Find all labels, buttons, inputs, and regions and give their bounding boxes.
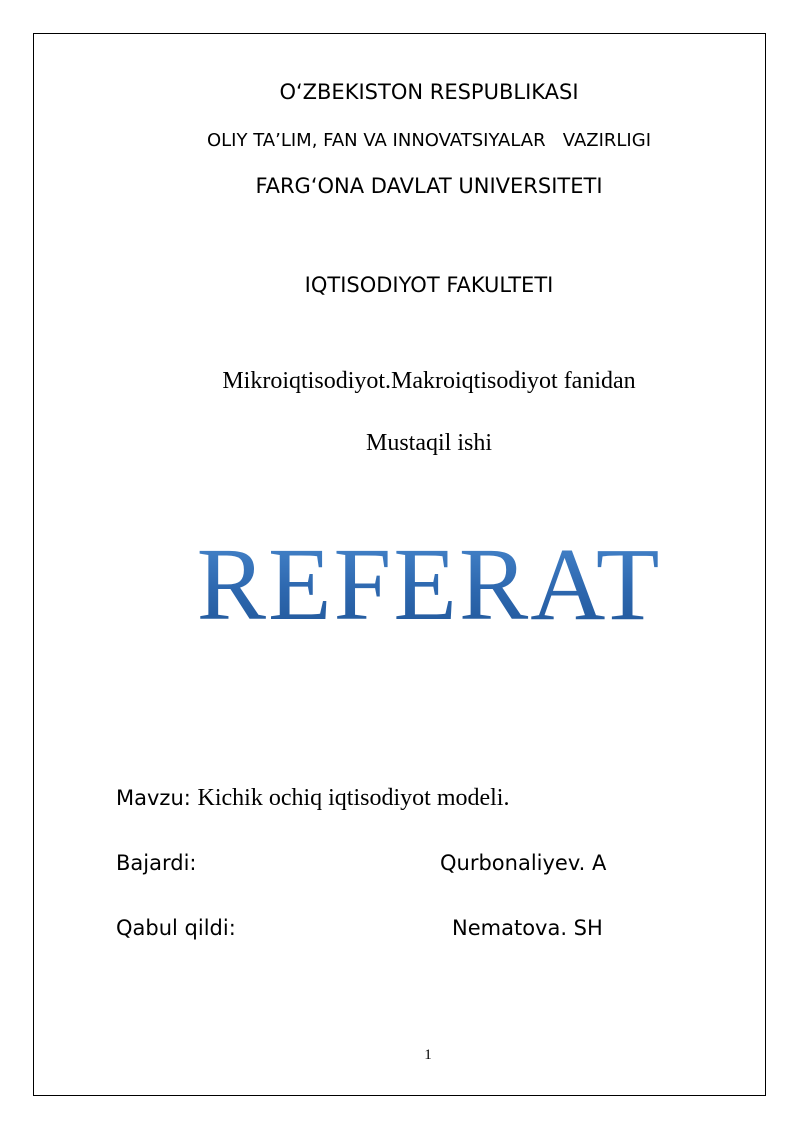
document-title: REFERAT — [29, 528, 800, 642]
topic-value: Kichik ochiq iqtisodiyot modeli. — [197, 785, 510, 811]
performed-by-label: Bajardi: — [116, 851, 197, 875]
work-type-line: Mustaqil ishi — [365, 430, 492, 456]
faculty-heading: IQTISODIYOT FAKULTETI — [304, 273, 554, 297]
topic-label: Mavzu: — [116, 786, 198, 810]
country-heading: O‘ZBEKISTON RESPUBLIKASI — [279, 80, 579, 104]
page-number: 1 — [424, 1047, 432, 1063]
accepted-by-value: Nematova. SH — [452, 916, 603, 940]
accepted-by-label: Qabul qildi: — [116, 916, 236, 940]
ministry-heading: OLIY TA’LIM, FAN VA INNOVATSIYALAR VAZIRLIGI — [206, 130, 651, 151]
topic-line — [116, 785, 509, 812]
performed-by-value: Qurbonaliyev. A — [440, 851, 607, 875]
subject-line: Mikroiqtisodiyot.Makroiqtisodiyot fanidan — [222, 368, 636, 394]
university-heading: FARG‘ONA DAVLAT UNIVERSITETI — [255, 174, 603, 198]
